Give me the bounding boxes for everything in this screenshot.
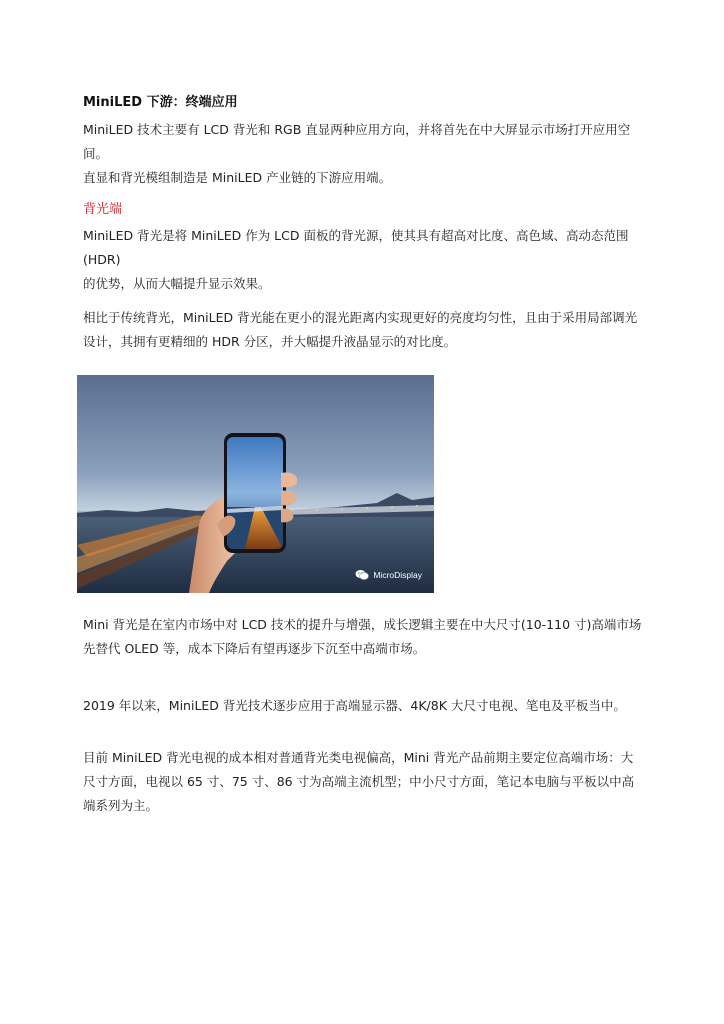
- text-line: Mini 背光是在室内市场中对 LCD 技术的提升与增强，成长逻辑主要在中大尺寸(10-110 寸)高端市场: [83, 617, 642, 632]
- wechat-icon: [355, 569, 369, 581]
- text-line: 相比于传统背光，MiniLED 背光能在更小的混光距离内实现更好的亮度均匀性，且由于采用局部调光: [83, 310, 638, 325]
- watermark: [355, 569, 422, 581]
- section-heading: MiniLED 下游：终端应用: [83, 95, 238, 110]
- intro-paragraph: [83, 118, 643, 190]
- watermark-label: MicroDisplay: [373, 570, 422, 580]
- closing-paragraph-1: [83, 613, 643, 661]
- text-line: 2019 年以来，MiniLED 背光技术逐步应用于高端显示器、4K/8K 大尺寸电视、笔电及平板当中。: [83, 698, 626, 713]
- text-line: 先替代 OLED 等，成本下降后有望再逐步下沉至中高端市场。: [83, 641, 426, 656]
- backlight-paragraph-1: [83, 224, 643, 296]
- text-line: MiniLED 背光是将 MiniLED 作为 LCD 面板的背光源，使其具有超高对比度、高色域、高动态范围(HDR): [83, 228, 629, 267]
- intro-line-2: 直显和背光模组制造是 MiniLED 产业链的下游应用端。: [83, 170, 392, 185]
- text-line: 目前 MiniLED 背光电视的成本相对普通背光类电视偏高，Mini 背光产品前期主要定位高端市场：大: [83, 750, 634, 765]
- photo-illustration: [77, 375, 434, 593]
- closing-paragraph-2: [83, 694, 643, 718]
- text-line: 端系列为主。: [83, 798, 159, 813]
- hand-holding-phone-photo: [77, 375, 434, 593]
- backlight-paragraph-2: [83, 306, 643, 354]
- text-line: 的优势，从而大幅提升显示效果。: [83, 276, 271, 291]
- intro-line-1: MiniLED 技术主要有 LCD 背光和 RGB 直显两种应用方向，并将首先在中大屏显示市场打开应用空间。: [83, 122, 631, 161]
- subsection-title: 背光端: [83, 202, 123, 217]
- text-line: 设计，其拥有更精细的 HDR 分区，并大幅提升液晶显示的对比度。: [83, 334, 457, 349]
- text-line: 尺寸方面，电视以 65 寸、75 寸、86 寸为高端主流机型；中小尺寸方面，笔记本电脑与平板以中高: [83, 774, 635, 789]
- closing-paragraph-3: [83, 746, 643, 818]
